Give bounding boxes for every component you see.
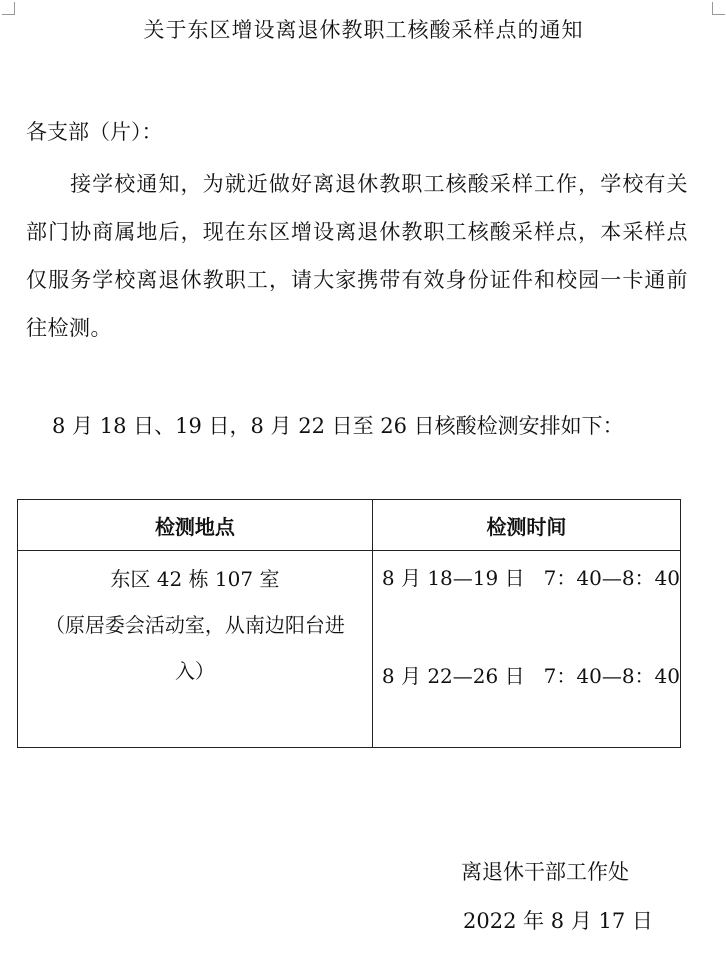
location-cell [18, 551, 373, 748]
location-line: 入） [174, 659, 215, 683]
location-line: 东区 42 栋 107 室 [110, 567, 280, 591]
salutation: 各支部（片）： [26, 120, 163, 144]
header-location: 检测地点 [18, 500, 373, 551]
time-slot: 8 月 18—19 日 7：40—8：40 [381, 566, 680, 590]
schedule-intro: 8 月 18 日、19 日，8 月 22 日至 26 日核酸检测安排如下： [52, 414, 624, 438]
schedule-table [17, 499, 681, 748]
notice-title: 关于东区增设离退休教职工核酸采样点的通知 [143, 18, 584, 42]
time-cell [372, 551, 680, 748]
location-line: （原居委会活动室，从南边阳台进 [44, 613, 345, 637]
table-row [18, 551, 681, 748]
time-slot: 8 月 22—26 日 7：40—8：40 [381, 664, 680, 688]
header-time: 检测时间 [372, 500, 680, 551]
signature-org: 离退休干部工作处 [461, 860, 629, 884]
table-header-row [18, 500, 681, 551]
signature-date: 2022 年 8 月 17 日 [463, 909, 653, 933]
notice-body: 接学校通知，为就近做好离退休教职工核酸采样工作，学校有关部门协商属地后，现在东区增设离退休教职工核酸采样点，本采样点仅服务学校离退休教职工，请大家携带有效身份证件和校园一卡通前往检测。 [26, 172, 688, 340]
